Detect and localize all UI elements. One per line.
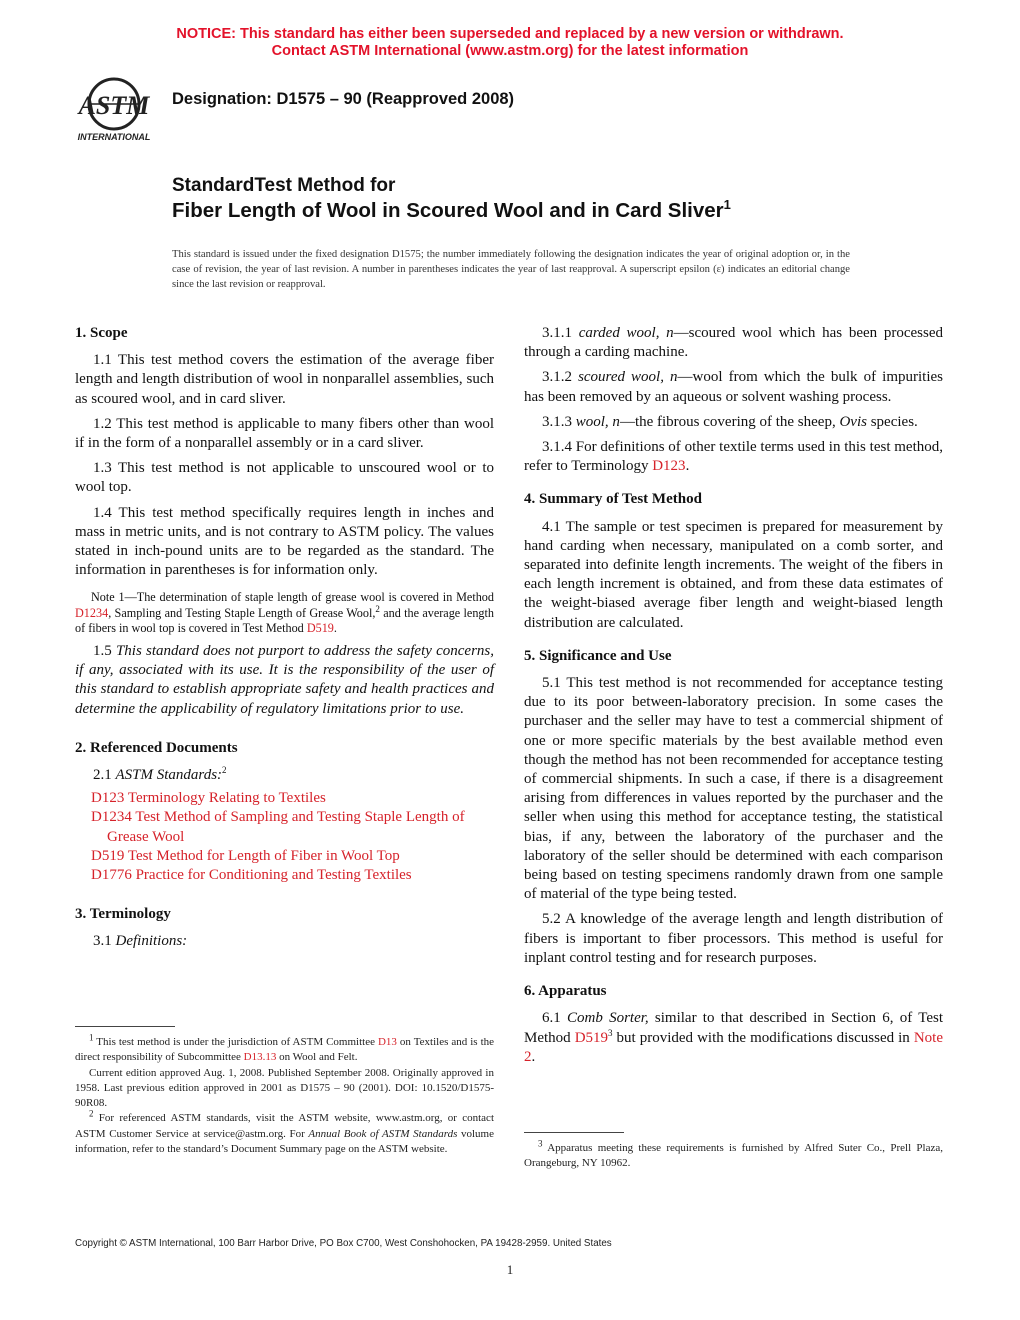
svg-text:ASTM: ASTM bbox=[78, 91, 150, 120]
section-heading-terminology: 3. Terminology bbox=[75, 906, 171, 923]
title-text: Fiber Length of Wool in Scoured Wool and in Card Sliver bbox=[172, 199, 724, 222]
link-d123[interactable]: D123 bbox=[91, 790, 125, 807]
section-heading-summary: 4. Summary of Test Method bbox=[524, 491, 702, 508]
withdrawal-notice bbox=[0, 26, 1020, 60]
link-d13[interactable]: D13 bbox=[377, 1036, 397, 1048]
designation: Designation: D1575 – 90 (Reapproved 2008) bbox=[172, 90, 515, 108]
link-d13-13[interactable]: D13.13 bbox=[243, 1051, 277, 1064]
section-heading-scope: 1. Scope bbox=[75, 325, 128, 341]
definition-3-1-1: 3.1.1 carded wool, n—scoured wool which has been processed through a carding machine. bbox=[524, 325, 943, 361]
section-heading-apparatus: 6. Apparatus bbox=[524, 983, 607, 1000]
reference-item: D1234 Test Method of Sampling and Testing Staple Length of Grease Wool bbox=[91, 809, 465, 845]
footnotes-left bbox=[75, 1032, 495, 1157]
footnote-2: $^2$ For referenced ASTM standards, visit the ASTM website, www.astm.org, or contact ASTM Customer Service at service@astm.org. For Annual Book of ASTM Standards volume information, refer to the standard’s Document Summary page on the ASTM website. bbox=[75, 1108, 494, 1156]
link-d123-terminology[interactable]: D123 bbox=[652, 458, 686, 475]
paragraph-1-4: 1.4 This test method specifically requires length in inches and mass in metric units, and is not contrary to ASTM policy. The values stated in inch-pound units are to be regarded as the standard. The information in parentheses is for information only. bbox=[75, 504, 494, 579]
link-d519-apparatus[interactable]: D519 bbox=[574, 1029, 609, 1046]
paragraph-1-1: 1.1 This test method covers the estimation of the average fiber length and length distribution of wool in nonparallel assemblies, such as scoured wool, and in card sliver. bbox=[75, 352, 494, 407]
link-d519[interactable]: D519 bbox=[306, 620, 334, 635]
link-d1234[interactable]: D1234 bbox=[75, 605, 109, 620]
footnote-rule bbox=[75, 1026, 175, 1027]
notice-line-2: Contact ASTM International (www.astm.org) for the latest information bbox=[271, 43, 749, 59]
paragraph-1-3: 1.3 This test method is not applicable to unscoured wool or to wool top. bbox=[75, 460, 494, 496]
page-number: 1 bbox=[506, 1262, 514, 1277]
issue-statement: This standard is issued under the fixed designation D1575; the number immediately following the designation indicates the year of original adoption or, in the case of revision, the year of last revision. A number in parentheses indicates the year of last reapproval. A superscript epsilon (ε) indicates an editorial change since the last revision or reapproval. bbox=[172, 249, 850, 290]
link-d1234-ref[interactable]: D1234 bbox=[91, 809, 132, 826]
title-line-2 bbox=[172, 199, 731, 223]
footnote-rule bbox=[524, 1132, 624, 1133]
notice-line-1: NOTICE: This standard has either been superseded and replaced by a new version or withdrawn. bbox=[176, 26, 844, 42]
right-column bbox=[524, 324, 943, 1073]
paragraph-6-1: 6.1 Comb Sorter, similar to that described in Section 6, of Test Method $D519^3$ but provided with the modifications discussed in Note 2. bbox=[524, 1010, 943, 1065]
link-d519-ref[interactable]: D519 bbox=[91, 847, 125, 864]
title-line-1: StandardTest Method for bbox=[172, 175, 396, 196]
paragraph-2-1: 2.1 ASTM Standards:$^2$ bbox=[93, 765, 227, 784]
reference-item: D123 Terminology Relating to Textiles bbox=[91, 790, 326, 807]
astm-logo-icon bbox=[74, 74, 164, 144]
reference-item: D1776 Practice for Conditioning and Testing Textiles bbox=[91, 867, 412, 884]
definition-3-1-2: 3.1.2 scoured wool, n—wool from which the bulk of impurities has been removed by an aqueous or solvent washing process. bbox=[524, 369, 943, 405]
link-note-2[interactable]: Note 2 bbox=[524, 1029, 943, 1065]
paragraph-4-1: 4.1 The sample or test specimen is prepared for measurement by hand carding when necessary, manipulated on a comb sorter, and separated into definite length increments. The weight of the fibers in each length increment is obtained, and from these data estimates of the weight-biased average fiber length and weight-biased length distribution are calculated. bbox=[524, 518, 943, 631]
footnote-3: $^3$ Apparatus meeting these requirements is furnished by Alfred Suter Co., Prell Plaza, Orangeburg, NY 10962. bbox=[524, 1138, 943, 1170]
paragraph-5-2: 5.2 A knowledge of the average length and length distribution of fibers is important to fiber processors. This method is useful for inplant control testing and for research purposes. bbox=[524, 911, 943, 966]
title-footnote-mark: 1 bbox=[723, 197, 731, 212]
paragraph-1-2: 1.2 This test method is applicable to many fibers other than wool if in the form of a nonparallel assembly or in a card sliver. bbox=[75, 415, 494, 452]
paragraph-5-1: 5.1 This test method is not recommended for acceptance testing due to its poor between-laboratory precision. In some cases the purchaser and the seller may have to test a commercial shipment of one or more specific materials by the best available method even though the method has not been recommended for acceptance testing of commercial shipments. In such a case, if there is a disagreement arising from differences in values reported by the purchaser and the seller when using this method for acceptance testing, the statistical bias, if any, between the laboratory of the purchaser and the laboratory of the seller should be determined with each comparison being based on testing specimens randomly drawn from one sample of material of the type being tested. bbox=[524, 675, 943, 903]
definition-3-1-4: 3.1.4 For definitions of other textile terms used in this test method, refer to Terminology D123. bbox=[524, 439, 943, 475]
footnote-1: $^1$ This test method is under the jurisdiction of ASTM Committee D13 on Textiles and is the direct responsibility of Subcommittee D13.13 on Wool and Felt. bbox=[75, 1032, 495, 1064]
copyright-line: Copyright © ASTM International, 100 Barr Harbor Drive, PO Box C700, West Conshohocken, PA 19428-2959. United States bbox=[75, 1238, 612, 1249]
section-heading-significance: 5. Significance and Use bbox=[524, 647, 672, 664]
section-heading-referenced-documents: 2. Referenced Documents bbox=[75, 739, 238, 756]
link-d1776[interactable]: D1776 bbox=[91, 867, 132, 884]
svg-text:INTERNATIONAL: INTERNATIONAL bbox=[77, 132, 151, 142]
footnote-1-edition: Current edition approved Aug. 1, 2008. Published September 2008. Originally approved in 1958. Last previous edition approved in 2001 as D1575 – 90 (2001). DOI: 10.1520/D1575-90R08. bbox=[75, 1066, 494, 1110]
paragraph-3-1: 3.1 Definitions: bbox=[93, 933, 188, 950]
left-column bbox=[75, 324, 494, 958]
reference-item: D519 Test Method for Length of Fiber in Wool Top bbox=[91, 847, 400, 864]
reference-list bbox=[75, 789, 494, 885]
footnotes-right bbox=[524, 1138, 943, 1172]
definition-3-1-3: 3.1.3 wool, n—the fibrous covering of the sheep, Ovis species. bbox=[542, 413, 918, 430]
paragraph-1-5: 1.5 This standard does not purport to address the safety concerns, if any, associated with its use. It is the responsibility of the user of this standard to establish appropriate safety and health practices and determine the applicability of regulatory limitations prior to use. bbox=[75, 643, 494, 717]
note-1: Note 1—The determination of staple length of grease wool is covered in Method D1234, Sampling and Testing Staple Length of Grease Wool,$^2$ and the average length of fibers in wool top is covered in Test Method D519. bbox=[75, 590, 494, 635]
